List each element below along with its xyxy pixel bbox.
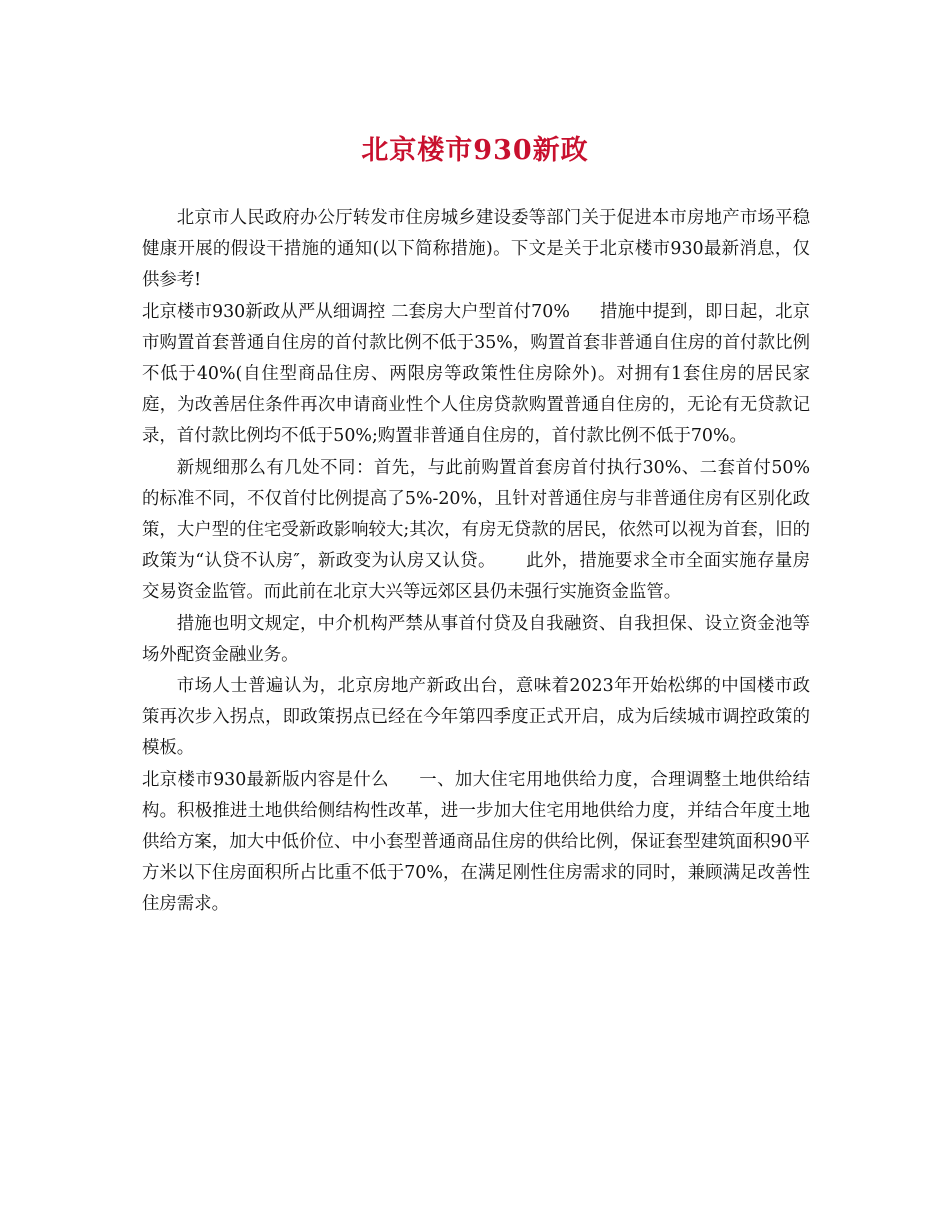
paragraph-differences bbox=[142, 453, 810, 609]
paragraph-text-tail: 此外，措施要求全市全面实施存量房交易资金监管。而此前在北京大兴等远郊区县仍未强行实施资金监管。 bbox=[142, 551, 810, 603]
paragraph-latest-content bbox=[142, 765, 810, 921]
paragraph-text: 措施中提到，即日起，北京市购置首套普通自住房的首付款比例不低于35%，购置首套非普通自住房的首付款比例不低于40%(自住型商品住房、两限房等政策性住房除外)。对拥有1套住房的居民家庭，为改善居住条件再次申请商业性个人住房贷款购置普通自住房的，无论有无贷款记录，首付款比例均不低于50%;购置非普通自住房的，首付款比例不低于70%。 bbox=[142, 301, 810, 447]
paragraph-text: 措施也明文规定，中介机构严禁从事首付贷及自我融资、自我担保、设立资金池等场外配资金融业务。 bbox=[142, 613, 810, 665]
paragraph-text: 一、加大住宅用地供给力度，合理调整土地供给结构。积极推进土地供给侧结构性改革，进一步加大住宅用地供给力度，并结合年度土地供给方案，加大中低价位、中小套型普通商品住房的供给比例，保证套型建筑面积90平方米以下住房面积所占比重不低于70%，在满足刚性住房需求的同时，兼顾满足改善性住房需求。 bbox=[142, 769, 810, 915]
paragraph-policy-details bbox=[142, 297, 810, 453]
paragraph-agency-rules bbox=[142, 609, 810, 671]
section-heading: 北京楼市930最新版内容是什么 bbox=[142, 769, 389, 790]
paragraph-text: 新规细那么有几处不同：首先，与此前购置首套房首付执行30%、二套首付50%的标准不同，不仅首付比例提高了5%-20%，且针对普通住房与非普通住房有区别化政策，大户型的住宅受新政影响较大;其次，有房无贷款的居民，依然可以视为首套，旧的政策为“认贷不认房″，新政变为认房又认贷。 bbox=[142, 457, 810, 572]
paragraph-text: 市场人士普遍认为，北京房地产新政出台，意味着2023年开始松绑的中国楼市政策再次步入拐点，即政策拐点已经在今年第四季度正式开启，成为后续城市调控政策的模板。 bbox=[142, 676, 810, 759]
paragraph-intro bbox=[142, 203, 810, 297]
section-heading: 北京楼市930新政从严从细调控 二套房大户型首付70% bbox=[142, 301, 570, 322]
paragraph-text: 北京市人民政府办公厅转发市住房城乡建设委等部门关于促进本市房地产市场平稳健康开展的假设干措施的通知(以下简称措施)。下文是关于北京楼市930最新消息，仅供参考! bbox=[142, 208, 810, 291]
paragraph-market-view bbox=[142, 671, 810, 765]
document-body bbox=[142, 203, 810, 921]
document-title: 北京楼市930新政 bbox=[361, 135, 589, 166]
